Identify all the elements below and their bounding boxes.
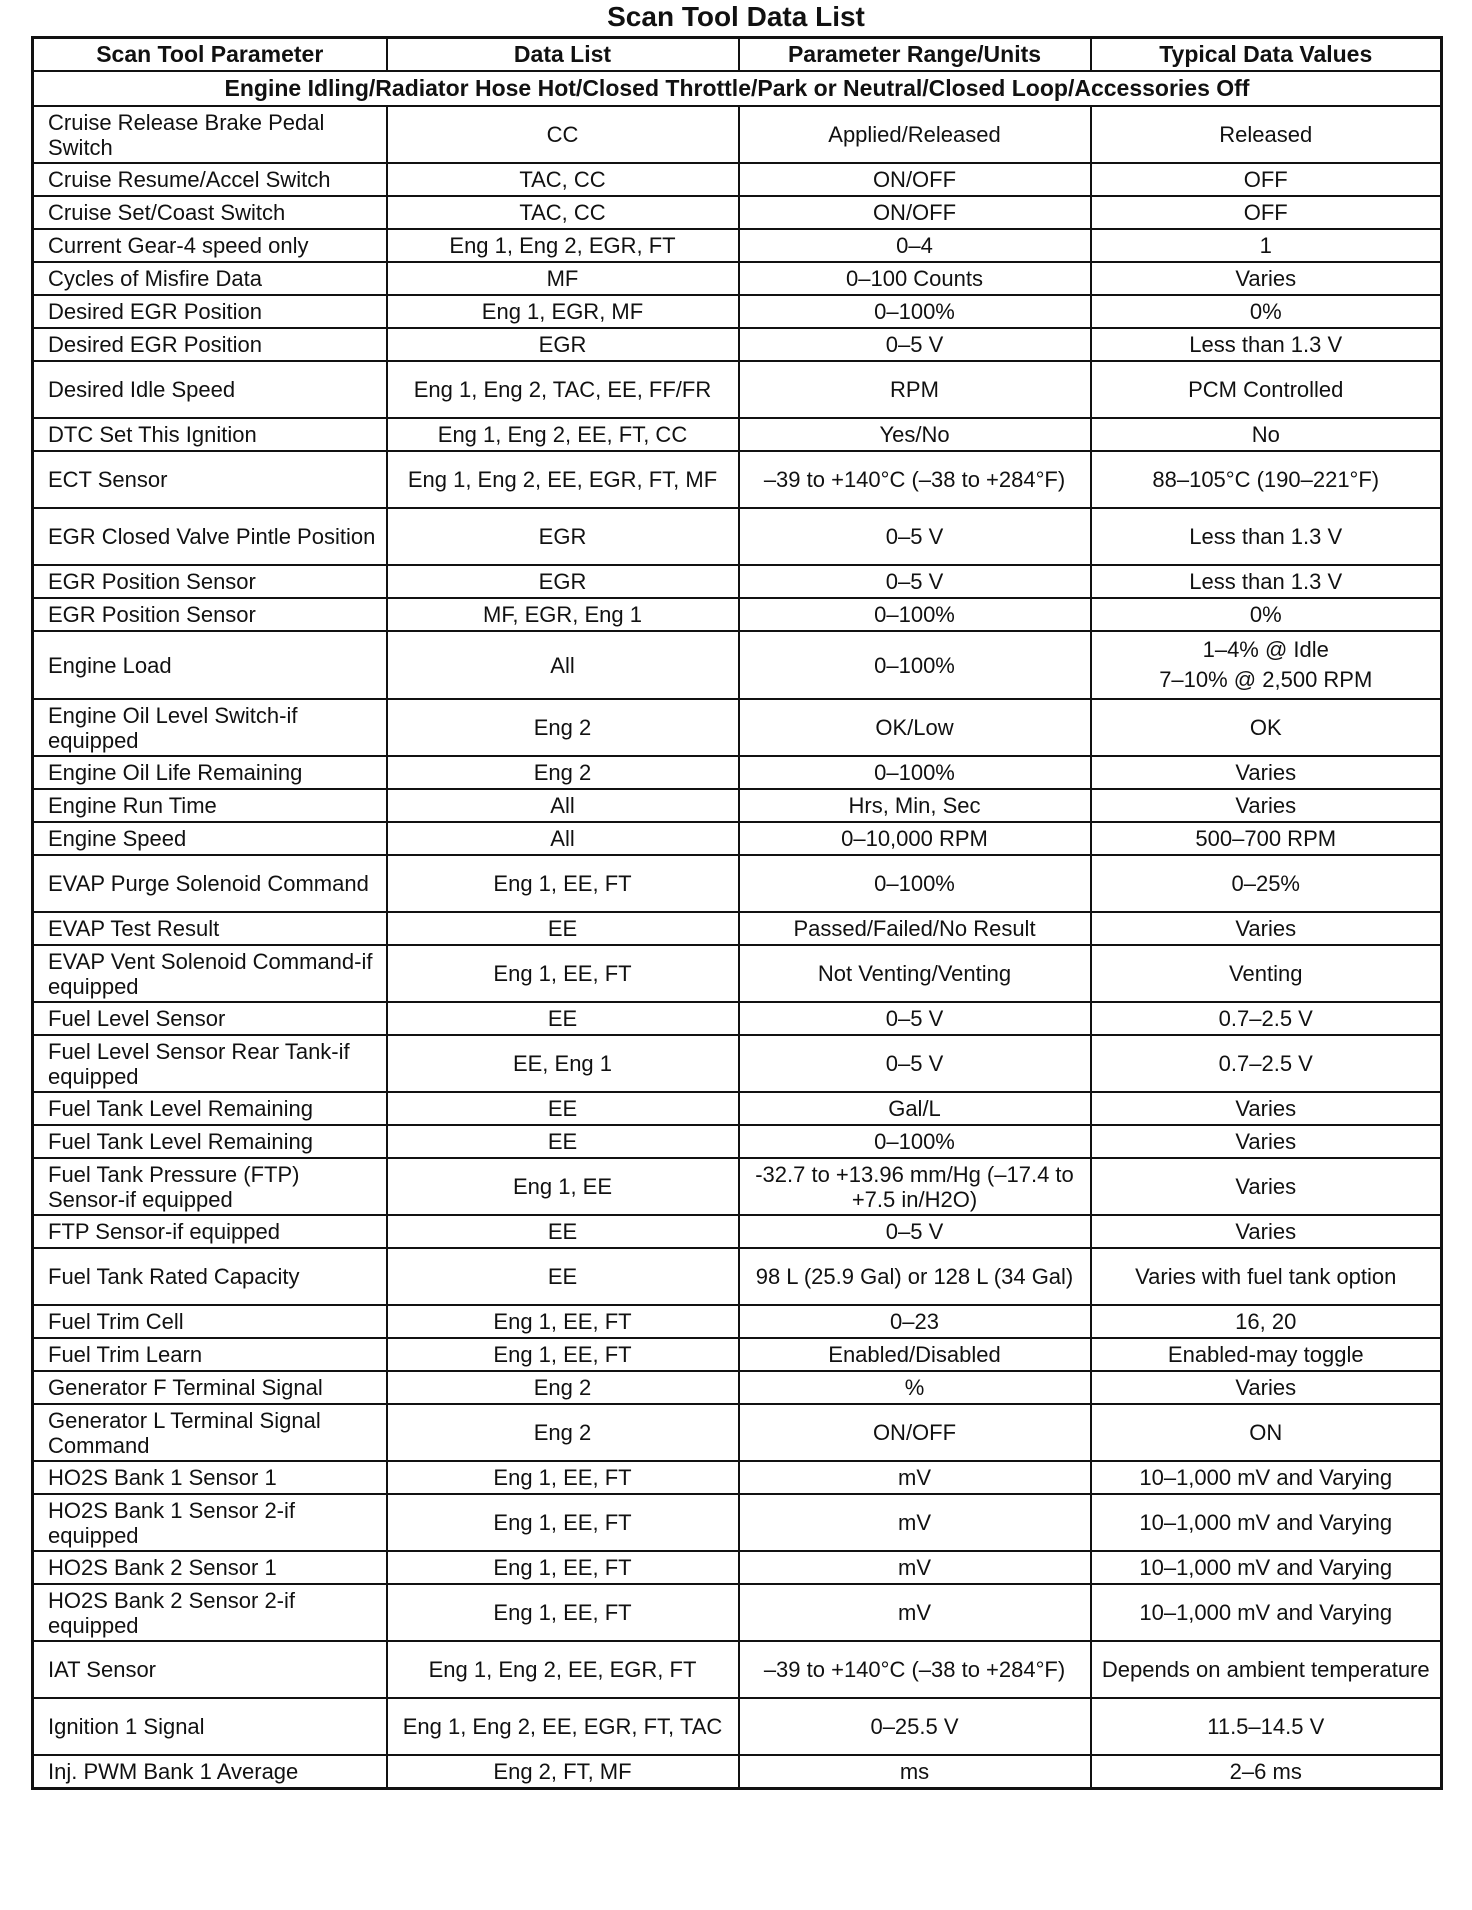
typical-value-cell: Less than 1.3 V [1091, 508, 1442, 565]
range-cell: 0–5 V [739, 328, 1091, 361]
table-row [33, 1371, 1442, 1404]
param-cell: Fuel Tank Pressure (FTP) Sensor-if equipped [33, 1158, 387, 1215]
param-cell: Engine Oil Life Remaining [33, 756, 387, 789]
typical-value-cell: 11.5–14.5 V [1091, 1698, 1442, 1755]
table-row [33, 1404, 1442, 1461]
range-cell: –39 to +140°C (–38 to +284°F) [739, 1641, 1091, 1698]
table-row [33, 418, 1442, 451]
range-cell: ON/OFF [739, 196, 1091, 229]
param-cell: Generator L Terminal Signal Command [33, 1404, 387, 1461]
data-list-cell: MF, EGR, Eng 1 [387, 598, 739, 631]
table-row [33, 789, 1442, 822]
typical-value-cell: PCM Controlled [1091, 361, 1442, 418]
typical-value-cell: 10–1,000 mV and Varying [1091, 1461, 1442, 1494]
param-cell: HO2S Bank 2 Sensor 1 [33, 1551, 387, 1584]
table-row [33, 1305, 1442, 1338]
table-row [33, 1248, 1442, 1305]
table-row [33, 1461, 1442, 1494]
data-list-cell: All [387, 789, 739, 822]
data-list-cell: Eng 1, EE, FT [387, 1461, 739, 1494]
table-row [33, 822, 1442, 855]
typical-value-cell: Less than 1.3 V [1091, 565, 1442, 598]
header-parameter-range-units: Parameter Range/Units [739, 38, 1091, 72]
typical-value-cell: Varies [1091, 1125, 1442, 1158]
table-row [33, 1035, 1442, 1092]
table-row [33, 196, 1442, 229]
typical-value-cell: No [1091, 418, 1442, 451]
data-list-cell: Eng 1, EGR, MF [387, 295, 739, 328]
header-row [33, 38, 1442, 72]
data-list-cell: TAC, CC [387, 163, 739, 196]
param-cell: EVAP Test Result [33, 912, 387, 945]
data-list-cell: EE [387, 1248, 739, 1305]
data-list-cell: Eng 2 [387, 756, 739, 789]
data-list-cell: Eng 1, EE, FT [387, 945, 739, 1002]
typical-value-cell: Less than 1.3 V [1091, 328, 1442, 361]
range-cell: –39 to +140°C (–38 to +284°F) [739, 451, 1091, 508]
param-cell: Fuel Trim Learn [33, 1338, 387, 1371]
range-cell: Applied/Released [739, 106, 1091, 163]
range-cell: 0–100% [739, 598, 1091, 631]
param-cell: EGR Position Sensor [33, 565, 387, 598]
typical-value-cell: 0.7–2.5 V [1091, 1002, 1442, 1035]
range-cell: Yes/No [739, 418, 1091, 451]
typical-value-cell: 10–1,000 mV and Varying [1091, 1584, 1442, 1641]
param-cell: Generator F Terminal Signal [33, 1371, 387, 1404]
range-cell: 0–5 V [739, 1035, 1091, 1092]
typical-value-cell: 10–1,000 mV and Varying [1091, 1551, 1442, 1584]
table-row [33, 1002, 1442, 1035]
data-list-cell: Eng 2 [387, 1371, 739, 1404]
range-cell: 0–23 [739, 1305, 1091, 1338]
data-list-cell: Eng 1, EE [387, 1158, 739, 1215]
param-cell: Engine Speed [33, 822, 387, 855]
range-cell: 98 L (25.9 Gal) or 128 L (34 Gal) [739, 1248, 1091, 1305]
table-row [33, 756, 1442, 789]
table-row [33, 1215, 1442, 1248]
data-list-cell: All [387, 631, 739, 699]
param-cell: IAT Sensor [33, 1641, 387, 1698]
param-cell: EGR Closed Valve Pintle Position [33, 508, 387, 565]
typical-value-cell: Varies [1091, 1215, 1442, 1248]
param-cell: Cruise Set/Coast Switch [33, 196, 387, 229]
header-data-list: Data List [387, 38, 739, 72]
table-row [33, 262, 1442, 295]
table-row [33, 1698, 1442, 1755]
typical-value-cell: 88–105°C (190–221°F) [1091, 451, 1442, 508]
typical-value-cell: 0% [1091, 598, 1442, 631]
range-cell: ON/OFF [739, 1404, 1091, 1461]
range-cell: 0–5 V [739, 565, 1091, 598]
range-cell: % [739, 1371, 1091, 1404]
range-cell: ms [739, 1755, 1091, 1789]
data-list-cell: Eng 2 [387, 1404, 739, 1461]
typical-value-cell: 0–25% [1091, 855, 1442, 912]
typical-value-cell: Varies with fuel tank option [1091, 1248, 1442, 1305]
typical-value-cell: 0% [1091, 295, 1442, 328]
range-cell: Not Venting/Venting [739, 945, 1091, 1002]
table-row [33, 508, 1442, 565]
table-row [33, 328, 1442, 361]
range-cell: 0–100% [739, 1125, 1091, 1158]
typical-value-cell: OFF [1091, 196, 1442, 229]
table-row [33, 1338, 1442, 1371]
param-cell: Fuel Level Sensor Rear Tank-if equipped [33, 1035, 387, 1092]
table-row [33, 598, 1442, 631]
param-cell: Current Gear-4 speed only [33, 229, 387, 262]
header-typical-data-values: Typical Data Values [1091, 38, 1442, 72]
range-cell: 0–100% [739, 295, 1091, 328]
range-cell: 0–5 V [739, 1215, 1091, 1248]
data-list-cell: Eng 1, EE, FT [387, 855, 739, 912]
param-cell: FTP Sensor-if equipped [33, 1215, 387, 1248]
param-cell: HO2S Bank 1 Sensor 2-if equipped [33, 1494, 387, 1551]
range-cell: mV [739, 1494, 1091, 1551]
table-row [33, 229, 1442, 262]
data-list-cell: Eng 1, Eng 2, EE, FT, CC [387, 418, 739, 451]
typical-value-cell: 500–700 RPM [1091, 822, 1442, 855]
table-row [33, 699, 1442, 756]
range-cell: Enabled/Disabled [739, 1338, 1091, 1371]
typical-value-cell: Varies [1091, 789, 1442, 822]
table-row [33, 1125, 1442, 1158]
param-cell: Fuel Trim Cell [33, 1305, 387, 1338]
data-list-cell: Eng 1, EE, FT [387, 1338, 739, 1371]
param-cell: Cruise Release Brake Pedal Switch [33, 106, 387, 163]
param-cell: Cruise Resume/Accel Switch [33, 163, 387, 196]
range-cell: mV [739, 1461, 1091, 1494]
data-list-cell: All [387, 822, 739, 855]
table-row [33, 361, 1442, 418]
range-cell: 0–5 V [739, 508, 1091, 565]
data-list-cell: Eng 1, Eng 2, EE, EGR, FT, MF [387, 451, 739, 508]
range-cell: 0–4 [739, 229, 1091, 262]
range-cell: 0–100% [739, 631, 1091, 699]
param-cell: Desired EGR Position [33, 295, 387, 328]
table-row [33, 1158, 1442, 1215]
typical-value-cell: OK [1091, 699, 1442, 756]
param-cell: Ignition 1 Signal [33, 1698, 387, 1755]
range-cell: Gal/L [739, 1092, 1091, 1125]
range-cell: 0–25.5 V [739, 1698, 1091, 1755]
typical-value-cell: 10–1,000 mV and Varying [1091, 1494, 1442, 1551]
header-scan-tool-parameter: Scan Tool Parameter [33, 38, 387, 72]
typical-value-cell: OFF [1091, 163, 1442, 196]
data-list-cell: EE, Eng 1 [387, 1035, 739, 1092]
data-list-cell: EGR [387, 565, 739, 598]
param-cell: Fuel Tank Rated Capacity [33, 1248, 387, 1305]
data-list-cell: Eng 2 [387, 699, 739, 756]
data-list-cell: EE [387, 912, 739, 945]
param-cell: DTC Set This Ignition [33, 418, 387, 451]
data-list-cell: EE [387, 1092, 739, 1125]
param-cell: HO2S Bank 1 Sensor 1 [33, 1461, 387, 1494]
range-cell: RPM [739, 361, 1091, 418]
param-cell: Engine Oil Level Switch-if equipped [33, 699, 387, 756]
data-list-cell: Eng 1, EE, FT [387, 1305, 739, 1338]
data-list-cell: Eng 1, Eng 2, EE, EGR, FT [387, 1641, 739, 1698]
param-cell: EVAP Purge Solenoid Command [33, 855, 387, 912]
data-list-cell: EGR [387, 328, 739, 361]
typical-value-cell: Venting [1091, 945, 1442, 1002]
table-row [33, 295, 1442, 328]
typical-value-cell: 2–6 ms [1091, 1755, 1442, 1789]
typical-value-cell: 16, 20 [1091, 1305, 1442, 1338]
typical-value-cell: ON [1091, 1404, 1442, 1461]
param-cell: Engine Load [33, 631, 387, 699]
table-row [33, 106, 1442, 163]
table-row [33, 912, 1442, 945]
param-cell: HO2S Bank 2 Sensor 2-if equipped [33, 1584, 387, 1641]
typical-value-cell: 1 [1091, 229, 1442, 262]
range-cell: mV [739, 1551, 1091, 1584]
typical-value-cell: Varies [1091, 1371, 1442, 1404]
table-row [33, 945, 1442, 1002]
param-cell: Desired EGR Position [33, 328, 387, 361]
typical-value-cell: Released [1091, 106, 1442, 163]
data-list-cell: CC [387, 106, 739, 163]
data-list-cell: EGR [387, 508, 739, 565]
param-cell: Desired Idle Speed [33, 361, 387, 418]
typical-value-cell: 0.7–2.5 V [1091, 1035, 1442, 1092]
typical-value-cell: Enabled-may toggle [1091, 1338, 1442, 1371]
condition-text: Engine Idling/Radiator Hose Hot/Closed Throttle/Park or Neutral/Closed Loop/Accessories Off [33, 71, 1442, 106]
param-cell: EVAP Vent Solenoid Command-if equipped [33, 945, 387, 1002]
typical-value-cell: Varies [1091, 1092, 1442, 1125]
param-cell: Fuel Tank Level Remaining [33, 1125, 387, 1158]
param-cell: ECT Sensor [33, 451, 387, 508]
param-cell: Inj. PWM Bank 1 Average [33, 1755, 387, 1789]
table-row [33, 163, 1442, 196]
param-cell: Cycles of Misfire Data [33, 262, 387, 295]
table-row [33, 855, 1442, 912]
range-cell: ON/OFF [739, 163, 1091, 196]
typical-value-cell: Varies [1091, 912, 1442, 945]
typical-value-cell: Varies [1091, 262, 1442, 295]
param-cell: Fuel Level Sensor [33, 1002, 387, 1035]
data-list-cell: Eng 1, EE, FT [387, 1584, 739, 1641]
data-list-cell: Eng 1, Eng 2, TAC, EE, FF/FR [387, 361, 739, 418]
data-list-cell: Eng 1, Eng 2, EGR, FT [387, 229, 739, 262]
data-list-cell: Eng 1, EE, FT [387, 1494, 739, 1551]
table-row [33, 1584, 1442, 1641]
data-list-cell: TAC, CC [387, 196, 739, 229]
data-list-cell: Eng 1, EE, FT [387, 1551, 739, 1584]
table-row [33, 631, 1442, 699]
range-cell: Passed/Failed/No Result [739, 912, 1091, 945]
data-list-cell: MF [387, 262, 739, 295]
range-cell: OK/Low [739, 699, 1091, 756]
data-list-cell: Eng 1, Eng 2, EE, EGR, FT, TAC [387, 1698, 739, 1755]
data-list-cell: EE [387, 1125, 739, 1158]
table-row [33, 565, 1442, 598]
table-row [33, 1551, 1442, 1584]
data-list-cell: EE [387, 1215, 739, 1248]
table-row [33, 1755, 1442, 1789]
table-row [33, 451, 1442, 508]
table-row [33, 1641, 1442, 1698]
scan-tool-data-table [31, 36, 1443, 1790]
param-cell: Engine Run Time [33, 789, 387, 822]
typical-value-cell: Depends on ambient temperature [1091, 1641, 1442, 1698]
typical-value-line: 7–10% @ 2,500 RPM [1159, 667, 1373, 692]
typical-value-cell: Varies [1091, 756, 1442, 789]
param-cell: Fuel Tank Level Remaining [33, 1092, 387, 1125]
data-list-cell: Eng 2, FT, MF [387, 1755, 739, 1789]
range-cell: Hrs, Min, Sec [739, 789, 1091, 822]
table-row [33, 1092, 1442, 1125]
range-cell: 0–100% [739, 756, 1091, 789]
param-cell: EGR Position Sensor [33, 598, 387, 631]
range-cell: -32.7 to +13.96 mm/Hg (–17.4 to +7.5 in/H2O) [739, 1158, 1091, 1215]
typical-value-cell: Varies [1091, 1158, 1442, 1215]
range-cell: 0–10,000 RPM [739, 822, 1091, 855]
range-cell: mV [739, 1584, 1091, 1641]
table-row [33, 1494, 1442, 1551]
range-cell: 0–100 Counts [739, 262, 1091, 295]
typical-value-cell [1091, 631, 1442, 699]
range-cell: 0–5 V [739, 1002, 1091, 1035]
data-list-cell: EE [387, 1002, 739, 1035]
condition-row [33, 71, 1442, 106]
range-cell: 0–100% [739, 855, 1091, 912]
page-title: Scan Tool Data List [607, 1, 865, 32]
typical-value-line: 1–4% @ Idle [1202, 637, 1329, 662]
